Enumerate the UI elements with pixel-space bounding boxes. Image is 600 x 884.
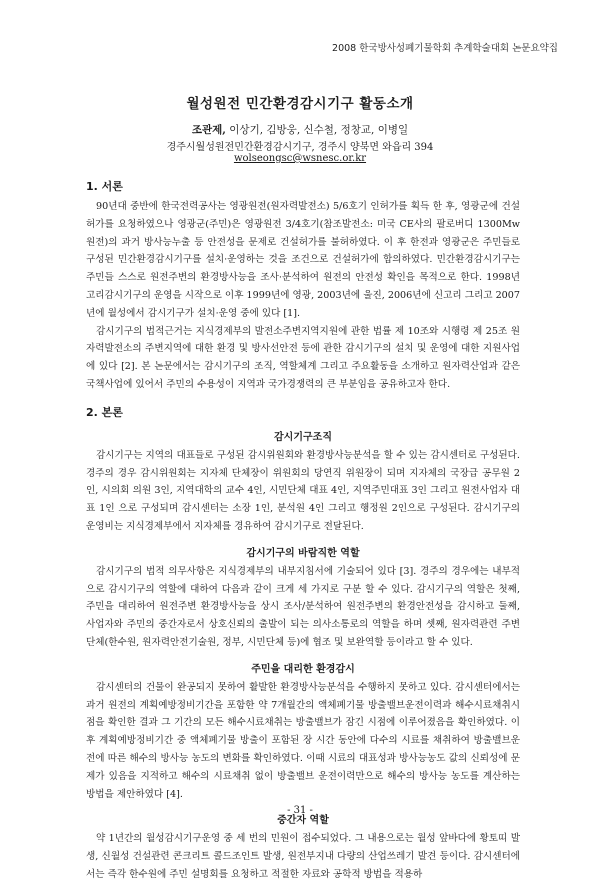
role-paragraph: 감시기구의 법적 의무사항은 지식경제부의 내부지침서에 기술되어 있다 [3]. 경주의 경우에는 내부적으로 감시기구의 역할에 대하여 다음과 같이 크게 세 가지로 구분 할 수 있다. 감시기구의 역할은 첫째, 주민을 대리하여 원전주변 환경방사능을 상시 조사/분석하여 원전주변의 환경안전성을 감시하고 둘째, 사업자와 주민의 중간자로서 상호신뢰의 출발이 되는 의사소통로의 역할을 하며 셋째, 원자력관련 주변단체(한수원, 원자력안전기술원, 정부, 시민단체 등)에 협조 및 보완역할 등이라고 할 수 있다. [86, 565, 520, 648]
subsection-heading-organization: 감시기구조직 [274, 431, 332, 443]
lead-author: 조관제, [191, 124, 226, 136]
subsection-heading-monitoring: 주민을 대리한 환경감시 [251, 663, 355, 675]
section-heading-intro: 1. 서론 [86, 180, 123, 193]
page-number: - 31 - [287, 805, 313, 816]
monitoring-paragraph: 감시센터의 건물이 완공되지 못하여 활발한 환경방사능분석을 수행하지 못하고 있다. 감시센터에서는 과거 원전의 계획예방정비기간을 포함한 약 7개월간의 액체폐기물 방출밸브운전이력과 해수시료채취시점을 확인한 결과 그 기간의 모든 해수시료채취는 방출밸브가 잠긴 시점에 이루어졌음을 확인하였다. 이 후 계획예방정비기간 중 액체폐기물 방출이 포함된 장 시간 동안에 다수의 시료를 채취하여 방출밸브운전에 따른 해수의 방사능 농도의 변화를 확인하였다. 이때 시료의 대표성과 방사능농도 값의 신뢰성에 문제가 있음을 지적하고 해수의 시료채취 없이 방출밸브 운전이력만으로 해수의 방사능 농도를 계산하는 방법을 제안하였다 [4]. [86, 681, 520, 800]
organization-paragraph: 감시기구는 지역의 대표들로 구성된 감시위원회와 환경방사능분석을 할 수 있는 감시센터로 구성된다. 경주의 경우 감시위원회는 지자체 단체장이 위원회의 당연직 위원장이 되며 지자체의 국장급 공무원 2인, 시의회 의원 3인, 지역대학의 교수 4인, 시민단체 대표 4인, 지역주민대표 3인 그리고 원전사업자 대표 1인 으로 구성되며 감시센터는 소장 1인, 분석원 4인 그리고 행정원 2인으로 구성된다. 감시기구의 운영비는 지식경제부에서 지자체를 경유하여 감시기구로 전달된다. [86, 449, 520, 532]
affiliation: 경주시월성원전민간환경감시기구, 경주시 양북면 와읍리 394 [166, 142, 434, 153]
intro-paragraph-2: 감시기구의 법적근거는 지식경제부의 발전소주변지역지원에 관한 법률 제 10조와 시행령 제 25조 원자력발전소의 주변지역에 대한 환경 및 방사선안전 등에 관한 감시기구의 설치 및 운영에 대한 지원사업에 있다 [2]. 본 논문에서는 감시기구의 조직, 역할체계 그리고 주요활동을 소개하고 원자력산업과 같은 국책사업에 있어서 주민의 수용성이 지역과 국가경쟁력의 큰 부분임을 공유하고자 한다. [86, 325, 520, 390]
paper-title: 월성원전 민간환경감시기구 활동소개 [186, 96, 414, 112]
intro-paragraph-1: 90년대 중반에 한국전력공사는 영광원전(원자력발전소) 5/6호기 인허가를 획득 한 후, 영광군에 건설허가를 요청하였으나 영광군(주민)은 영광원전 3/4호기(참조발전소: 미국 CE사의 팔로버디 1300Mw 원전)의 과거 방사능누출 등 안전성을 문제로 건설허가를 불허하였다. 이 후 한전과 영광군은 주민들로 구성된 민간환경감시기구를 설치·운영하는 것을 조건으로 건설허가에 합의하였다. 민간환경감시기구는 주민들 스스로 원전주변의 환경방사능을 조사·분석하여 원전의 안전성 확인을 목적으로 한다. 1998년 고리감시기구의 운영을 시작으로 이후 1999년에 영광, 2003년에 울진, 2006년에 신고리 그리고 2007년에 월성에서 감시기구가 설치·운영 중에 있다 [1]. [86, 201, 520, 319]
section-heading-body: 2. 본론 [86, 405, 123, 419]
subsection-heading-mediator: 중간자 역할 [277, 815, 329, 827]
author-line [0, 122, 600, 137]
email-link[interactable]: wolseongsc@wsnesc.or.kr [233, 153, 367, 164]
subsection-heading-role: 감시기구의 바람직한 역할 [246, 547, 360, 559]
running-header: 2008 한국방사성폐기물학회 추계학술대회 논문요약집 [332, 43, 558, 54]
mediator-paragraph: 약 1년간의 월성감시기구운영 중 세 번의 민원이 접수되었다. 그 내용으로는 월성 앞바다에 황토띠 발생, 신월성 건설관련 콘크리트 콜드조인트 발생, 원전부지내 다량의 산업쓰레기 발견 등이다. 감시센터에서는 즉각 한수원에 주민 설명회를 요청하고 적절한 자료와 공학적 방법을 적용하 [86, 833, 520, 880]
paper-body [86, 178, 520, 884]
co-authors: 이상기, 김방웅, 신수철, 정창교, 이병일 [225, 124, 409, 136]
